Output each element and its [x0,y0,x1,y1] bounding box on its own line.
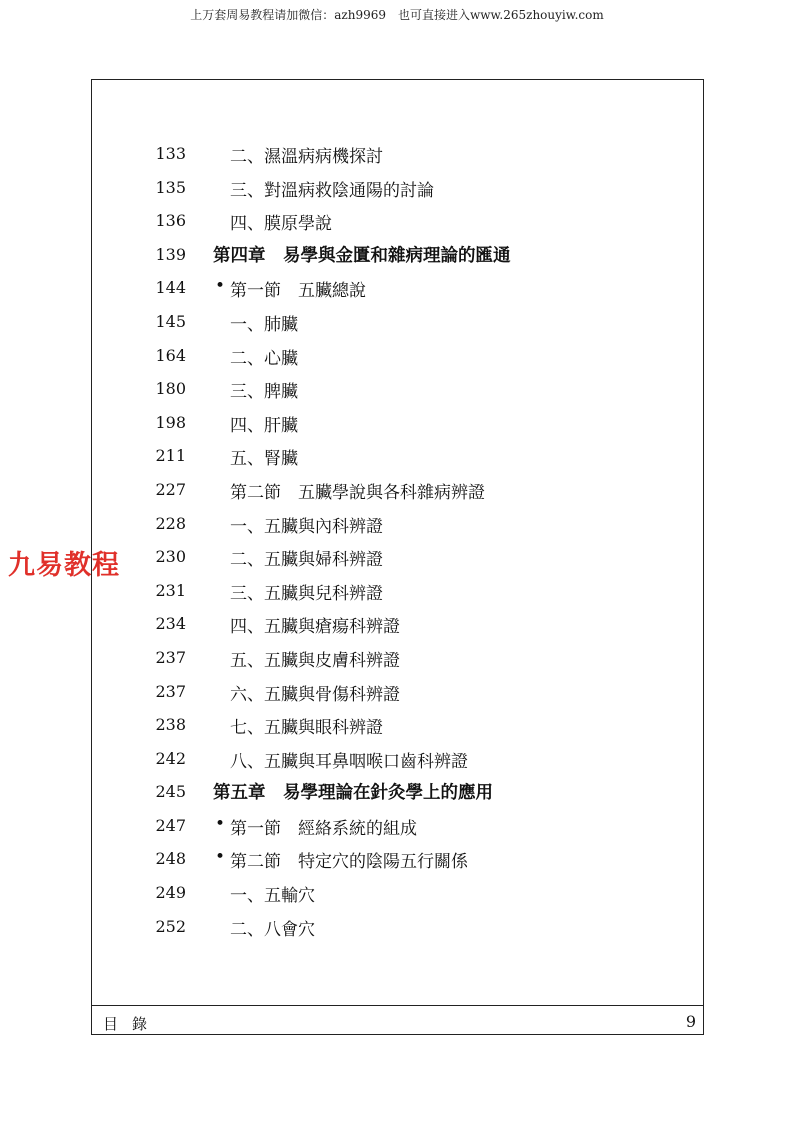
bullet-dot: • [215,276,226,297]
toc-entry-title: 四、膜原學說 [230,214,332,235]
toc-page-number: 245 [155,782,186,802]
toc-row [0,642,794,676]
toc-page-number: 234 [155,614,186,634]
toc-row [0,508,794,542]
toc-row [0,911,794,945]
toc-row [0,709,794,743]
toc-page-number: 133 [155,144,186,163]
toc-page-number: 227 [155,479,186,499]
toc-entry-title: 二、五臟與婦科辨證 [230,550,383,571]
toc-page-number: 144 [155,278,186,298]
toc-entry-title: 一、肺臟 [230,314,298,335]
toc-row [0,877,794,911]
toc-row [0,676,794,710]
toc-row [0,138,794,172]
toc-entry-title: 三、對溫病救陰通陽的討論 [230,180,434,201]
toc-page-number: 180 [155,379,186,399]
toc-row [0,810,794,844]
toc-entry-title: 六、五臟與骨傷科辨證 [230,684,400,705]
toc-entry-title: 五、腎臟 [230,449,298,470]
toc-page-number: 247 [155,815,186,835]
toc-chapter-title: 第五章 易學理論在針灸學上的應用 [213,783,493,804]
toc-chapter-title: 第四章 易學與金匱和雜病理論的匯通 [213,245,511,266]
toc-entry-title: 第一節 五臟總說 [230,281,366,302]
toc-chapter-row [0,776,794,810]
toc-page-number: 249 [155,883,186,903]
toc-row [0,541,794,575]
toc-page-number: 135 [155,177,186,197]
toc-entry-title: 二、心臟 [230,348,298,369]
toc-row [0,373,794,407]
footer-section-title: 目錄 [103,1015,162,1033]
toc-row [0,608,794,642]
toc-page-number: 252 [155,916,186,936]
toc-page-number: 136 [155,211,186,231]
top-banner: 上万套周易教程请加微信：azh9969 也可直接进入www.265zhouyiw.com [190,8,604,22]
toc-entry-title: 第二節 特定穴的陰陽五行關係 [230,852,468,873]
toc-page-number: 237 [155,681,186,701]
toc-row [0,172,794,206]
toc-row [0,205,794,239]
toc-row [0,843,794,877]
toc-entry-title: 五、五臟與皮膚科辨證 [230,650,400,671]
toc-entry-title: 四、五臟與瘡瘍科辨證 [230,617,400,638]
toc-row [0,340,794,374]
toc-page-number: 139 [155,244,186,264]
watermark: 九易教程 [8,550,120,581]
toc-page-number: 145 [155,311,186,331]
toc-entry-title: 三、脾臟 [230,382,298,403]
toc-page-number: 238 [155,715,186,735]
table-of-contents [0,138,794,944]
toc-entry-title: 二、八會穴 [230,919,315,940]
toc-entry-title: 四、肝臟 [230,415,298,436]
toc-row [0,272,794,306]
toc-page-number: 164 [155,345,186,365]
toc-entry-title: 二、濕溫病病機探討 [230,147,383,167]
toc-row [0,474,794,508]
toc-row [0,440,794,474]
toc-row [0,743,794,777]
toc-entry-title: 八、五臟與耳鼻咽喉口齒科辨證 [230,751,468,772]
toc-entry-title: 第一節 經絡系統的組成 [230,818,417,839]
page-number: 9 [685,1012,696,1031]
toc-entry-title: 七、五臟與眼科辨證 [230,718,383,739]
toc-row [0,407,794,441]
toc-page-number: 198 [155,412,186,432]
toc-page-number: 242 [155,748,186,768]
toc-page-number: 230 [155,547,186,567]
toc-chapter-row [0,239,794,273]
toc-page-number: 228 [155,513,186,533]
toc-page-number: 231 [155,580,186,600]
footer-divider [91,1005,704,1006]
bullet-dot: • [215,813,226,834]
toc-entry-title: 第二節 五臟學說與各科雜病辨證 [230,482,485,503]
toc-page-number: 211 [155,446,186,466]
toc-page-number: 237 [155,647,186,667]
toc-page-number: 248 [155,849,186,869]
bullet-dot: • [215,847,226,868]
toc-entry-title: 一、五輸穴 [230,886,315,907]
toc-row [0,306,794,340]
toc-entry-title: 一、五臟與內科辨證 [230,516,383,537]
toc-row [0,575,794,609]
toc-entry-title: 三、五臟與兒科辨證 [230,583,383,604]
